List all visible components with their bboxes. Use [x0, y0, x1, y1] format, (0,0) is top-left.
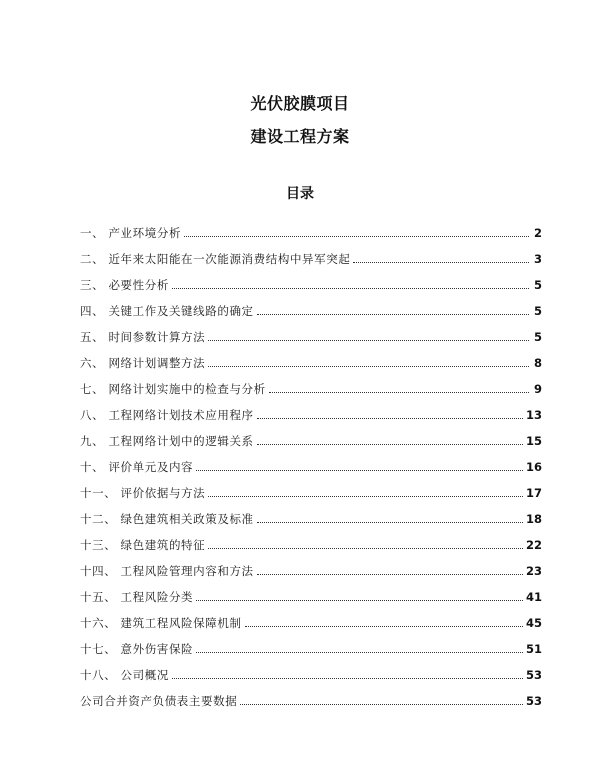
toc-entry-page: 3	[533, 252, 542, 266]
toc-entry[interactable]	[80, 344, 542, 370]
toc-entry-page: 2	[533, 226, 542, 240]
toc-entry[interactable]	[80, 240, 542, 266]
toc-leader-dots	[257, 417, 523, 419]
toc-leader-dots	[196, 469, 523, 471]
toc-entry[interactable]	[80, 682, 542, 708]
toc-entry-page: 51	[525, 642, 542, 656]
toc-entry-page: 53	[525, 668, 542, 682]
document-subtitle: 建设工程方案	[250, 127, 350, 146]
toc-leader-dots	[257, 313, 529, 315]
toc-entry[interactable]	[80, 604, 542, 630]
toc-leader-dots	[240, 703, 523, 705]
toc-leader-dots	[208, 547, 523, 549]
document-title: 光伏胶膜项目	[250, 94, 350, 113]
toc-entry-page: 16	[525, 460, 542, 474]
toc-entry-page: 13	[525, 408, 542, 422]
toc-leader-dots	[208, 339, 529, 341]
toc-entry-label: 一、 产业环境分析	[80, 226, 182, 240]
toc-heading: 目录	[286, 186, 314, 202]
toc-entry-label: 十、 评价单元及内容	[80, 460, 194, 474]
toc-entry-page: 5	[533, 330, 542, 344]
toc-entry-page: 17	[525, 486, 542, 500]
toc-leader-dots	[184, 235, 529, 237]
toc-entry-label: 十四、 工程风险管理内容和方法	[80, 564, 254, 578]
toc-leader-dots	[257, 521, 523, 523]
toc-leader-dots	[172, 287, 529, 289]
toc-entry-page: 8	[533, 356, 542, 370]
toc-entry-label: 四、 关键工作及关键线路的确定	[80, 304, 254, 318]
toc-entry-page: 22	[525, 538, 542, 552]
toc-entry-page: 23	[525, 564, 542, 578]
toc-entry-label: 十三、 绿色建筑的特征	[80, 538, 206, 552]
toc-entry[interactable]	[80, 500, 542, 526]
toc-entry[interactable]	[80, 552, 542, 578]
toc-entry-page: 18	[525, 512, 542, 526]
toc-entry-page: 41	[525, 590, 542, 604]
toc-entry[interactable]	[80, 474, 542, 500]
toc-entry-label: 十八、 公司概况	[80, 668, 169, 682]
toc-leader-dots	[269, 391, 529, 393]
toc-leader-dots	[257, 443, 523, 445]
toc-entry-label: 十一、 评价依据与方法	[80, 486, 206, 500]
table-of-contents	[80, 214, 542, 708]
toc-entry[interactable]	[80, 318, 542, 344]
toc-entry[interactable]	[80, 578, 542, 604]
toc-entry-label: 十五、 工程风险分类	[80, 590, 194, 604]
toc-entry[interactable]	[80, 448, 542, 474]
toc-entry-page: 53	[525, 694, 542, 708]
toc-entry-page: 45	[525, 616, 542, 630]
toc-entry-label: 六、 网络计划调整方法	[80, 356, 206, 370]
toc-entry[interactable]	[80, 630, 542, 656]
toc-entry-label: 七、 网络计划实施中的检查与分析	[80, 382, 266, 396]
toc-entry-page: 5	[533, 278, 542, 292]
toc-entry-page: 15	[525, 434, 542, 448]
toc-entry[interactable]	[80, 526, 542, 552]
toc-entry-label: 五、 时间参数计算方法	[80, 330, 206, 344]
toc-entry-page: 9	[533, 382, 542, 396]
toc-entry[interactable]	[80, 656, 542, 682]
toc-entry-label: 九、 工程网络计划中的逻辑关系	[80, 434, 254, 448]
toc-entry-label: 十七、 意外伤害保险	[80, 642, 194, 656]
toc-entry[interactable]	[80, 370, 542, 396]
toc-entry[interactable]	[80, 266, 542, 292]
toc-leader-dots	[196, 651, 523, 653]
toc-entry-label: 十六、 建筑工程风险保障机制	[80, 616, 242, 630]
toc-entry-label: 二、 近年来太阳能在一次能源消费结构中异军突起	[80, 252, 351, 266]
toc-entry-label: 八、 工程网络计划技术应用程序	[80, 408, 254, 422]
toc-leader-dots	[257, 573, 523, 575]
toc-entry[interactable]	[80, 422, 542, 448]
toc-leader-dots	[208, 495, 523, 497]
toc-leader-dots	[208, 365, 529, 367]
toc-entry-label: 十二、 绿色建筑相关政策及标准	[80, 512, 254, 526]
toc-entry[interactable]	[80, 214, 542, 240]
toc-leader-dots	[196, 599, 523, 601]
toc-entry[interactable]	[80, 292, 542, 318]
toc-entry-label: 公司合并资产负债表主要数据	[80, 694, 238, 708]
toc-leader-dots	[172, 677, 523, 679]
toc-entry-page: 5	[533, 304, 542, 318]
toc-leader-dots	[245, 625, 523, 627]
toc-leader-dots	[353, 261, 529, 263]
toc-entry[interactable]	[80, 396, 542, 422]
toc-entry-label: 三、 必要性分析	[80, 278, 169, 292]
